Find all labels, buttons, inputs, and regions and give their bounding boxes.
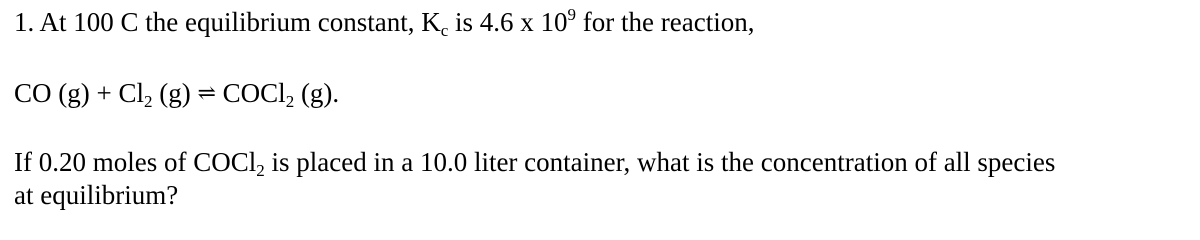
reaction-equation (14, 77, 339, 109)
question-prompt-line-2 (14, 179, 178, 211)
intro-text-part: for the reaction, (576, 7, 755, 37)
prompt-subscript: 2 (256, 161, 265, 180)
reactant-text: CO (g) + Cl (14, 78, 144, 108)
prompt-text-part: If 0.20 moles of COCl (14, 147, 257, 177)
question-number: 1. (14, 7, 35, 37)
k-subscript: c (440, 21, 449, 40)
prompt-text-part: is placed in a 10.0 liter container, what is the concentration of all species (264, 147, 1056, 177)
intro-text-part: At 100 C the equilibrium constant, K (39, 7, 441, 37)
k-exponent: 9 (567, 5, 577, 24)
reactant-subscript: 2 (143, 92, 153, 111)
prompt-text-part: at equilibrium? (14, 180, 179, 210)
question-prompt-line (14, 146, 1055, 178)
product-subscript: 2 (285, 92, 295, 111)
reactant-state: (g) (152, 78, 198, 108)
question-intro-line (14, 6, 754, 38)
intro-text-part: is 4.6 x 10 (448, 7, 568, 37)
product-state: (g). (294, 78, 340, 108)
equilibrium-arrow-icon: ⇌ (197, 80, 216, 105)
product-text: COCl (215, 78, 286, 108)
